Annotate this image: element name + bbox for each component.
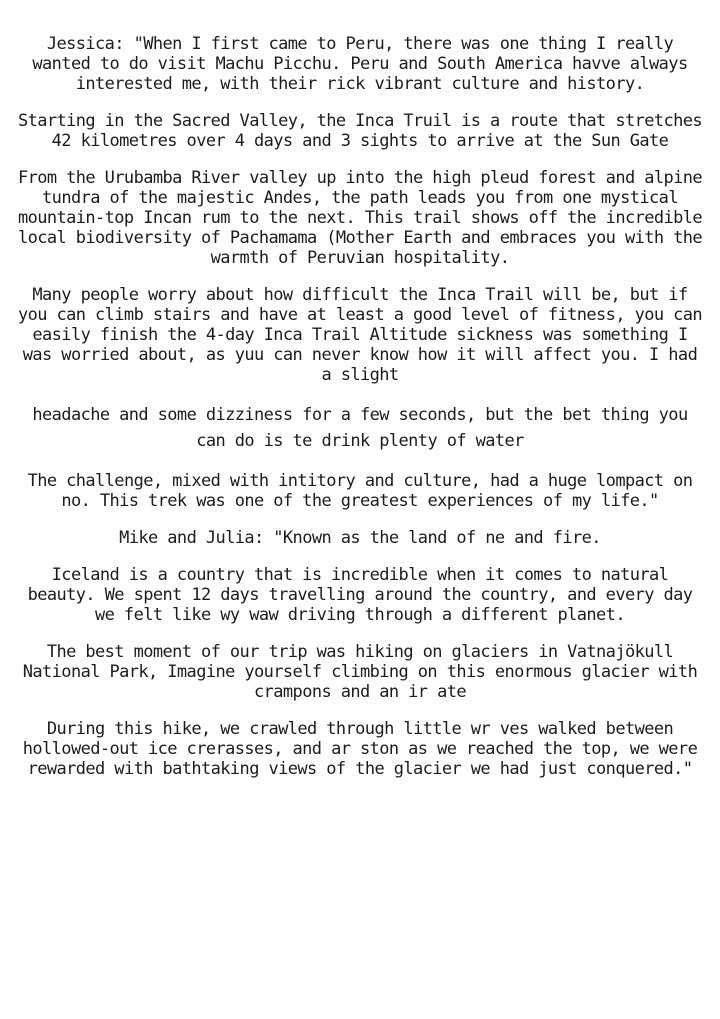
paragraph-difficulty: Many people worry about how difficult the Inca Trail will be, but if you can climb stairs and have at least a good level of fitness, you can easily finish the 4-day Inca Trail Altitude sickness was something I was worried about, as yuu can never know how it will affect you. I had a slight bbox=[17, 285, 703, 385]
paragraph-ice-caves: During this hike, we crawled through little wr ves walked between hollowed-out ice crerasses, and ar ston as we reached the top, we were rewarded with bathtaking views of the glacier we had just conquered." bbox=[22, 719, 698, 779]
paragraph-iceland-beauty: Iceland is a country that is incredible when it comes to natural beauty. We spent 12 days travelling around the country, and every day we felt like wy waw driving through a different planet. bbox=[27, 565, 693, 625]
paragraph-glacier-hike: The best moment of our trip was hiking on glaciers in Vatnajökull National Park, Imagine yourself climbing on this enormous glacier with crampons and an ir ate bbox=[22, 642, 698, 702]
paragraph-iceland-intro: Mike and Julia: "Known as the land of ne and fire. bbox=[119, 528, 601, 548]
document-body bbox=[16, 34, 704, 796]
paragraph-inca-trail-route: Starting in the Sacred Valley, the Inca Truil is a route that stretches 42 kilometres over 4 days and 3 sights to arrive at the Sun Gate bbox=[17, 111, 703, 151]
paragraph-altitude-advice: headache and some dizziness for a few seconds, but the bet thing you can do is te drink plenty of water bbox=[32, 405, 688, 451]
paragraph-challenge: The challenge, mixed with intitory and culture, had a huge lompact on no. This trek was one of the greatest experiences of my life." bbox=[27, 471, 693, 511]
paragraph-peru-intro: Jessica: "When I first came to Peru, there was one thing I really wanted to do visit Machu Picchu. Peru and South America havve always interested me, with their rick vibrant culture and history. bbox=[32, 34, 688, 94]
paragraph-urubamba-valley: From the Urubamba River valley up into the high pleud forest and alpine tundra of the majestic Andes, the path leads you from one mystical mountain-top Incan rum to the next. This trail shows off the incredible local biodiversity of Pachamama (Mother Earth and embraces you with the warmth of Peruvian hospitality. bbox=[17, 168, 703, 268]
